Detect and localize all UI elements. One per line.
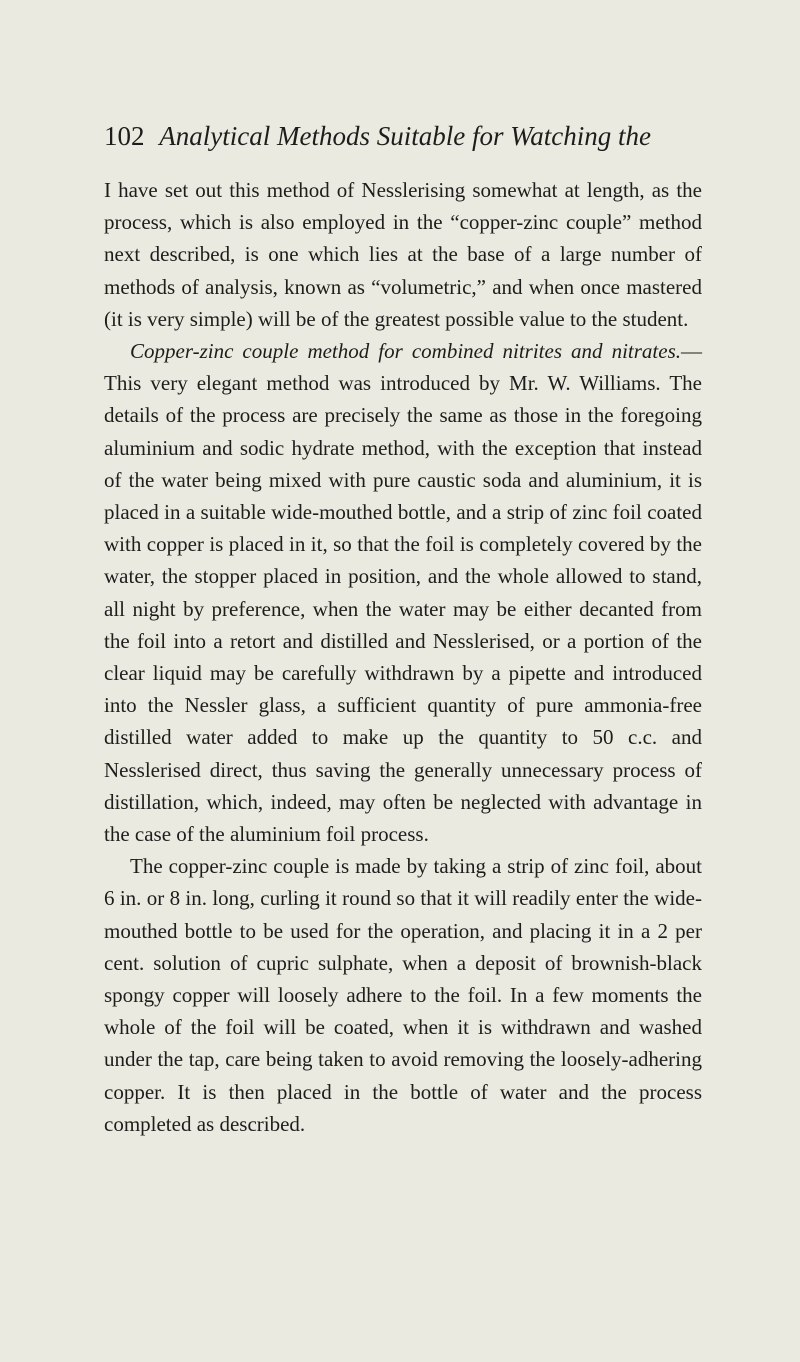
paragraph <box>104 174 702 335</box>
section-heading: Copper-zinc couple method for combined nitrites and nitrates. <box>130 339 681 364</box>
running-head <box>104 116 704 156</box>
paragraph-text: The copper-zinc couple is made by taking a strip of zinc foil, about 6 in. or 8 in. long, curling it round so that it will readily enter the wide-mouthed bottle to be used for the operation, and placing it in a 2 per cent. solution of cupric sulphate, when a deposit of brownish-black spongy copper will loosely adhere to the foil. In a few moments the whole of the foil will be coated, when it is withdrawn and washed under the tap, care being taken to avoid removing the loosely-adhering copper. It is then placed in the bottle of water and the process completed as described. <box>104 854 702 1136</box>
paragraph-text: —This very elegant method was introduced by Mr. W. Williams. The details of the process are precisely the same as those in the foregoing aluminium and sodic hydrate method, with the exception that instead of the water being mixed with pure caustic soda and aluminium, it is placed in a suitable wide-mouthed bottle, and a strip of zinc foil coated with copper is placed in it, so that the foil is completely covered by the water, the stopper placed in position, and the whole allowed to stand, all night by preference, when the water may be either decanted from the foil into a retort and distilled and Nesslerised, or a portion of the clear liquid may be carefully withdrawn by a pipette and introduced into the Nessler glass, a sufficient quantity of pure ammonia-free distilled water added to make up the quantity to 50 c.c. and Nesslerised direct, thus saving the generally unnecessary process of distillation, which, indeed, may often be neglected with advantage in the case of the aluminium foil process. <box>104 339 702 847</box>
body-text <box>104 174 702 1140</box>
paragraph <box>104 335 702 850</box>
page-number: 102 <box>104 121 145 151</box>
running-title: Analytical Methods Suitable for Watching the <box>159 121 651 151</box>
paragraph-text: I have set out this method of Nesslerising somewhat at length, as the process, which is also employed in the “copper-zinc couple” method next described, is one which lies at the base of a large number of methods of analysis, known as “volumetric,” and when once mastered (it is very simple) will be of the greatest possible value to the student. <box>104 178 702 331</box>
paragraph <box>104 850 702 1140</box>
